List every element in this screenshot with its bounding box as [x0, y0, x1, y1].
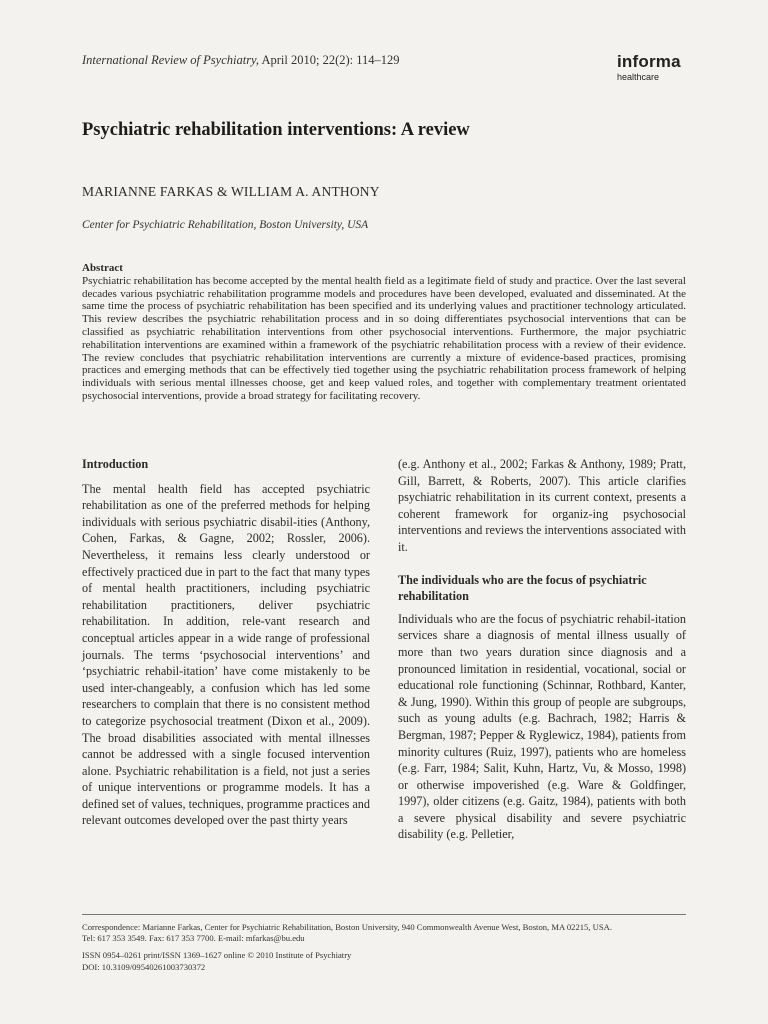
article-authors: MARIANNE FARKAS & WILLIAM A. ANTHONY	[82, 184, 380, 199]
abstract-section	[82, 262, 686, 403]
author-affiliation: Center for Psychiatric Rehabilitation, Boston University, USA	[82, 219, 369, 231]
publisher-logo	[617, 53, 681, 82]
journal-name: International Review of Psychiatry,	[82, 53, 260, 67]
focus-section-heading: The individuals who are the focus of psychiatric rehabilitation	[398, 572, 647, 604]
article-title: Psychiatric rehabilitation interventions: A review	[82, 120, 470, 140]
footnote-divider	[82, 914, 686, 915]
right-column	[398, 456, 686, 843]
correspondence-line-2: Tel: 617 353 3549. Fax: 617 353 7700. E-mail: mfarkas@bu.edu	[82, 933, 305, 944]
left-column	[82, 456, 370, 829]
abstract-text: Psychiatric rehabilitation has become accepted by the mental health field as a legitimate field of study and practice. Over the last several decades various psychiatric rehabilitation programme models and procedures have been developed, evaluated and disseminated. At the same time the process of psychiatric rehabilitation has been specified and its underlying values and practitioner technology articulated. This review describes the psychiatric rehabilitation process and in so doing differentiates psychosocial interventions that can be classified as psychiatric rehabilitation interventions from other psychosocial interventions. Furthermore, the major psychiatric rehabilitation interventions are examined within a framework of the psychiatric rehabilitation process with a review of their evidence. The review concludes that psychiatric rehabilitation interventions are currently a mixture of evidence-based practices, promising practices and emerging methods that can be effectively tied together using the psychiatric rehabilitation process framework of helping individuals with serious mental illnesses choose, get and keep valued roles, and together with complementary treatment orientated psychosocial interventions, provide a broad strategy for facilitating recovery.	[82, 274, 686, 402]
publisher-logo-sub: healthcare	[617, 72, 660, 82]
publisher-logo-main: informa	[617, 52, 681, 71]
introduction-paragraph: The mental health field has accepted psychiatric rehabilitation as one of the preferred methods for helping individuals with serious psychiatric disabil-ities (Anthony, Cohen, Farkas, & Gagne, 2002; Rossler, 2006). Nevertheless, it remains less clearly understood or effectively practiced due in part to the fact that many types of mental health practitioners, including psychiatric rehabilitation practitioners, deliver psychiatric rehabilitation. In addition, rele-vant research and conceptual articles appear in a wide range of professional journals. The terms ‘psychosocial interventions’ and ‘psychiatric rehabil-itation’ have come mistakenly to be used inter-changeably, a confusion which has led some researchers to complain that there is no consistent method to categorize psychosocial treatment (Dixon et al., 2009). The broad disabilities associated with mental illnesses cannot be addressed with a single focused intervention alone. Psychiatric rehabilitation is a field, not just a series of unique interventions or programme models. It has a defined set of values, techniques, programme practices and relevant outcomes developed over the past thirty years	[82, 481, 370, 828]
footnote-block	[82, 922, 686, 973]
abstract-heading: Abstract	[82, 262, 123, 274]
focus-section-paragraph: Individuals who are the focus of psychiatric rehabil-itation services share a diagnosis of mental illness usually of more than two years duration since diagnosis and a pronounced limitation in residential, vocational, social or educational role functioning (Schinnar, Rothbard, Kanter, & Jung, 1990). Within this group of people are subgroups, such as young adults (e.g. Bachrach, 1982; Harris & Bergman, 1987; Pepper & Ryglewicz, 1984), patients from minority cultures (Ruiz, 1997), patients who are homeless (e.g. Farr, 1984; Salit, Kuhn, Hartz, Vu, & Mosso, 1998) or otherwise impoverished (e.g. Ware & Goldfinger, 1997), older citizens (e.g. Gaitz, 1984), patients with both a severe physical disability and severe psychiatric disability (e.g. Pelletier,	[398, 611, 686, 842]
issn-line: ISSN 0954–0261 print/ISSN 1369–1627 online © 2010 Institute of Psychiatry	[82, 950, 352, 961]
journal-citation	[82, 53, 400, 68]
doi-line: DOI: 10.3109/09540261003730372	[82, 961, 206, 972]
journal-issue: April 2010; 22(2): 114–129	[259, 53, 400, 67]
introduction-continued-paragraph: (e.g. Anthony et al., 2002; Farkas & Anthony, 1989; Pratt, Gill, Barrett, & Roberts, 2007). This article clarifies psychiatric rehabilitation in its current context, presents a coherent framework for organiz-ing psychosocial interventions and reviews the interventions associated with it.	[398, 457, 686, 554]
correspondence-line-1: Correspondence: Marianne Farkas, Center for Psychiatric Rehabilitation, Boston University, 940 Commonwealth Avenue West, Boston, MA 02215, USA.	[82, 922, 612, 932]
introduction-heading: Introduction	[82, 457, 149, 471]
